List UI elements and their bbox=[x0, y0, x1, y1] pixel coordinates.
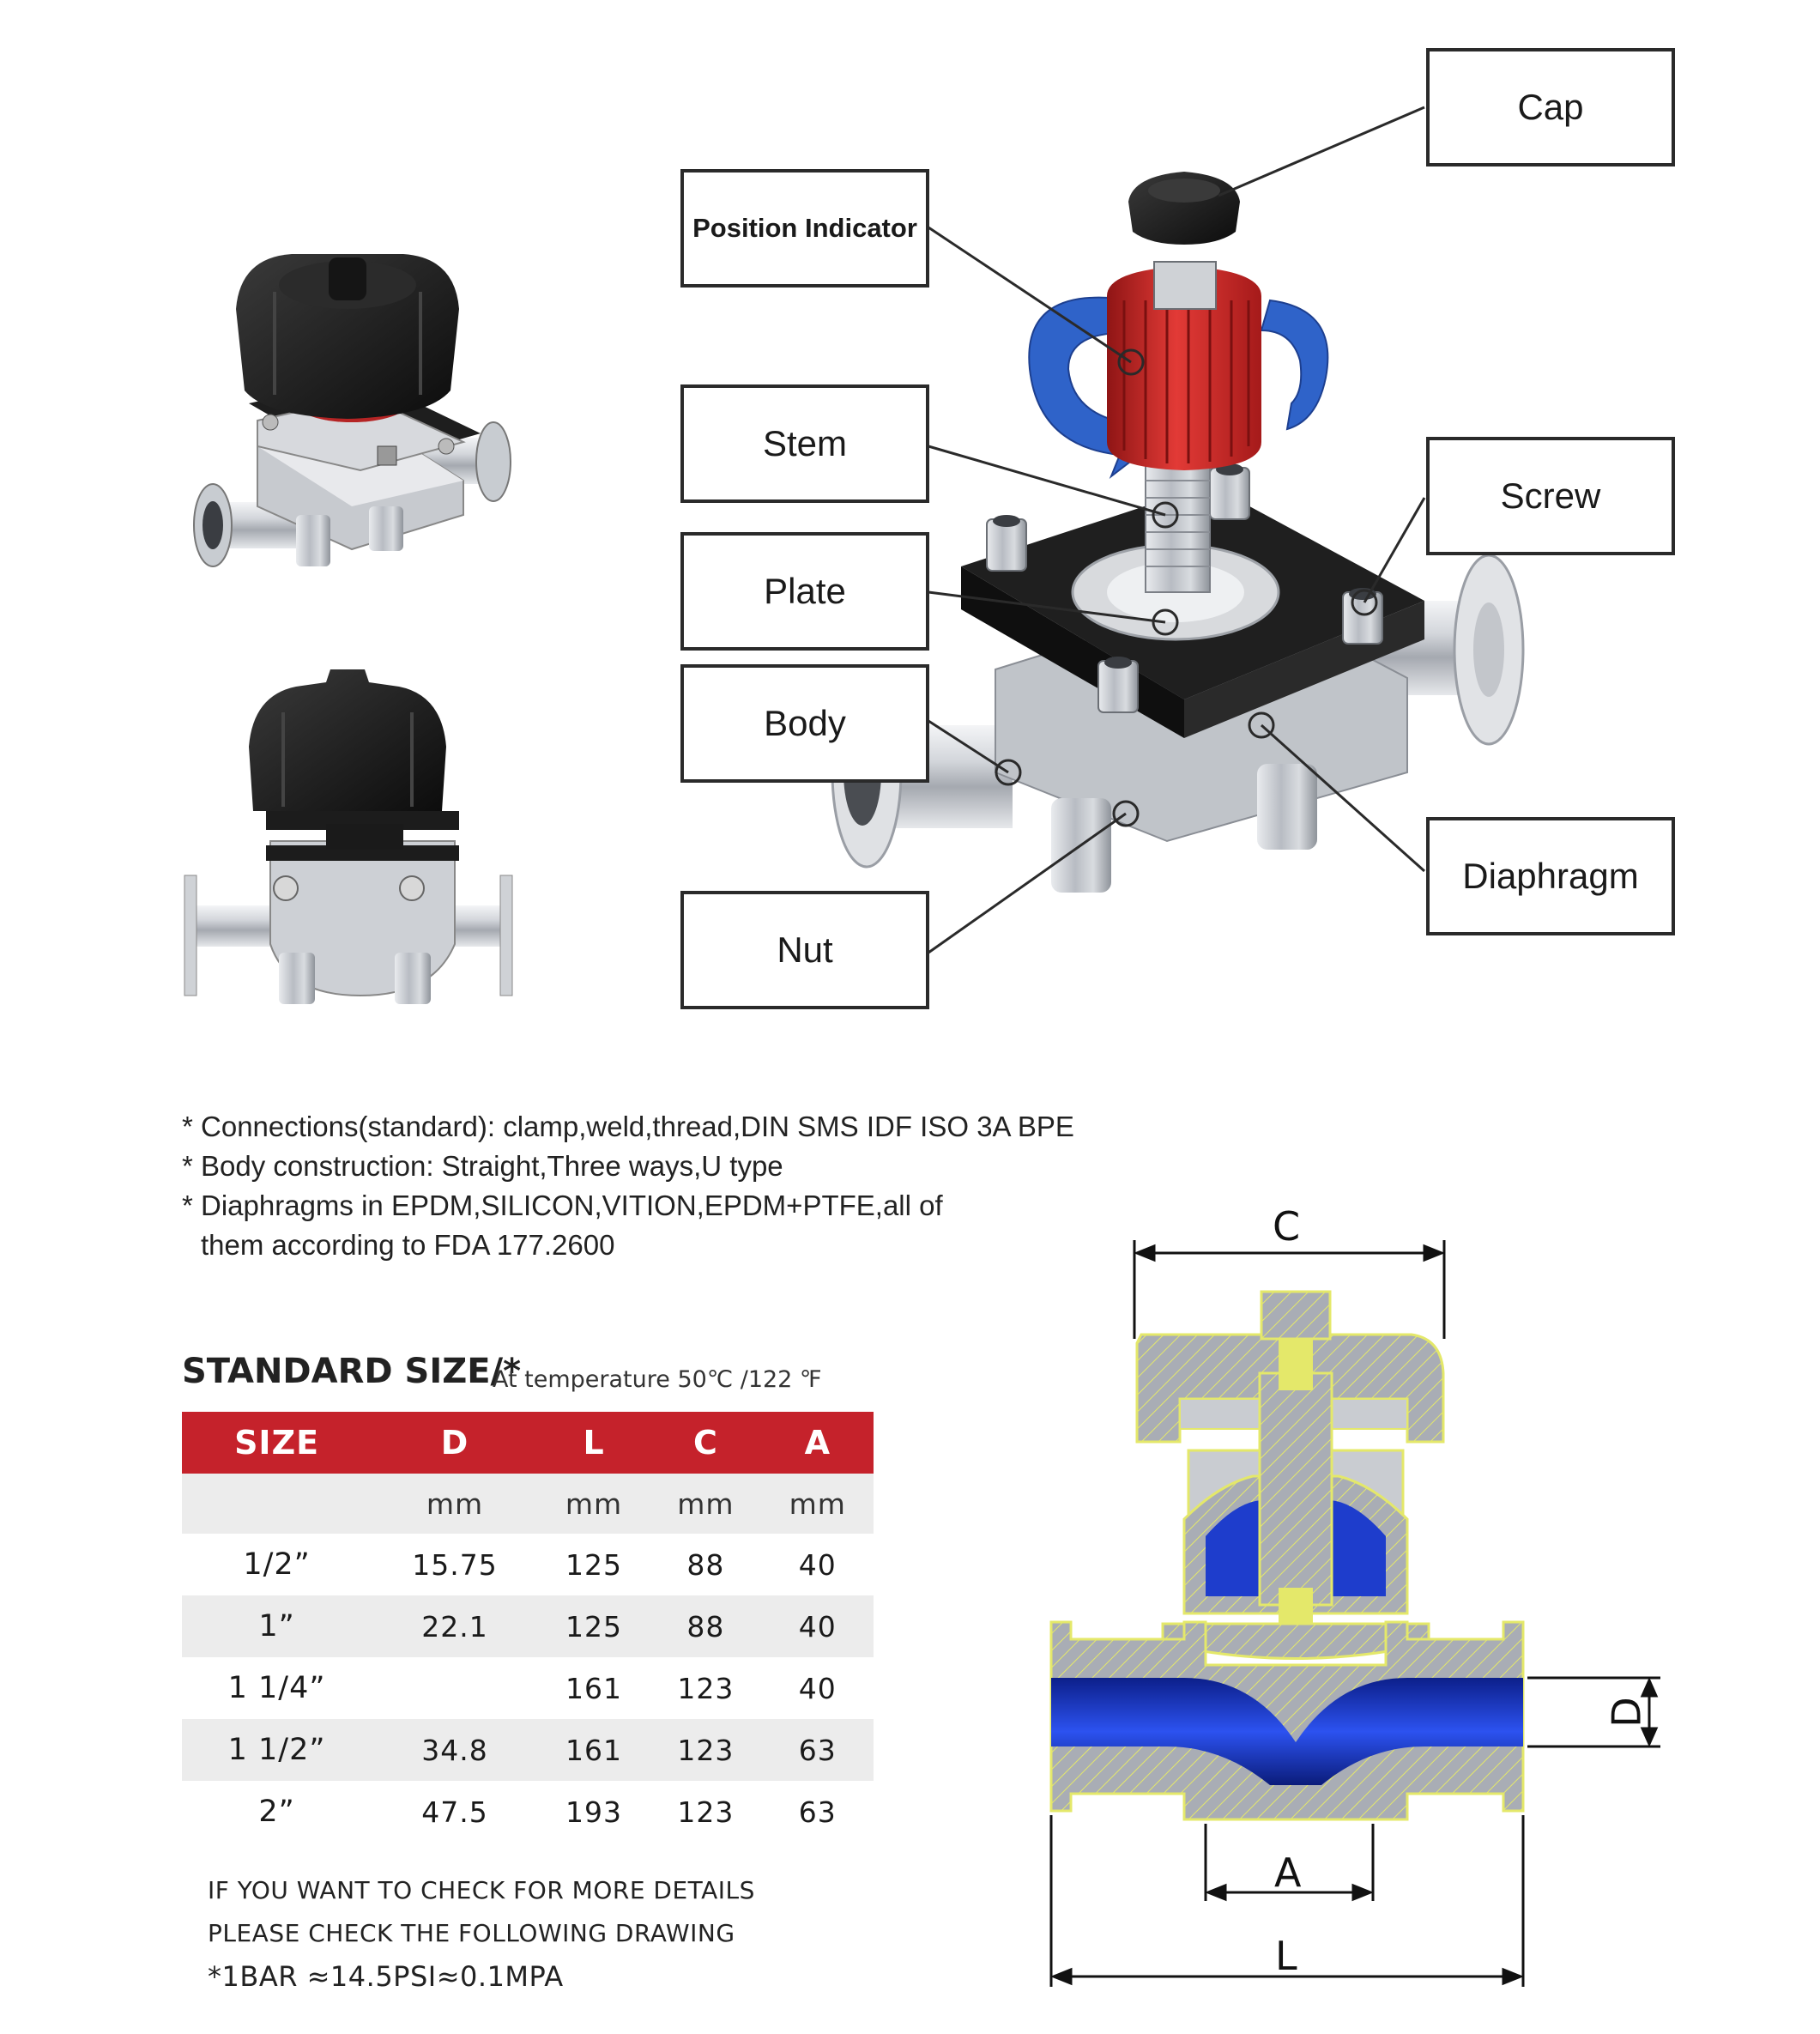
table-row bbox=[182, 1781, 874, 1843]
cell-c: 123 bbox=[677, 1795, 735, 1829]
cell-d: 47.5 bbox=[421, 1795, 488, 1829]
col-a: A bbox=[762, 1412, 874, 1474]
table-header-row bbox=[182, 1412, 874, 1474]
valve-photo-angled bbox=[194, 254, 511, 566]
callout-plate: Plate bbox=[680, 532, 929, 651]
cell-l: 161 bbox=[565, 1671, 623, 1705]
valve-photo-front bbox=[184, 669, 512, 1004]
note-pressure-conversion: *1BAR ≈14.5PSI≈0.1MPA bbox=[208, 1960, 564, 1993]
cell-a: 40 bbox=[762, 1595, 874, 1657]
col-c: C bbox=[650, 1412, 761, 1474]
dimension-l-label: L bbox=[1275, 1933, 1297, 1979]
exploded-valve-render bbox=[832, 172, 1523, 893]
dimension-a-label: A bbox=[1274, 1849, 1302, 1896]
callout-nut: Nut bbox=[680, 891, 929, 1009]
callout-stem: Stem bbox=[680, 384, 929, 503]
bottom-notes bbox=[208, 1869, 755, 1998]
feature-diaphragms: * Diaphragms in EPDM,SILICON,VITION,EPDM+PTFE,all of bbox=[182, 1190, 943, 1221]
feature-connections: * Connections(standard): clamp,weld,thread,DIN SMS IDF ISO 3A BPE bbox=[182, 1111, 1074, 1142]
table-row bbox=[182, 1657, 874, 1719]
unit-size bbox=[182, 1474, 372, 1534]
unit-c: mm bbox=[650, 1474, 761, 1534]
cell-size: 1 1/4” bbox=[227, 1671, 326, 1705]
cell-a: 63 bbox=[798, 1795, 837, 1829]
cross-section-drawing bbox=[1051, 1240, 1660, 1987]
cell-d bbox=[372, 1657, 538, 1719]
callout-body: Body bbox=[680, 664, 929, 783]
cell-d: 15.75 bbox=[412, 1547, 498, 1582]
table-units-row bbox=[182, 1474, 874, 1534]
col-size: SIZE bbox=[182, 1412, 372, 1474]
unit-l: mm bbox=[538, 1474, 650, 1534]
standard-size-title: STANDARD SIZE/* bbox=[182, 1352, 522, 1391]
dimension-c-label: C bbox=[1273, 1203, 1301, 1250]
callout-position-indicator: Position Indicator bbox=[680, 169, 929, 288]
col-l: L bbox=[538, 1412, 650, 1474]
cell-l: 125 bbox=[538, 1595, 650, 1657]
cell-size: 2” bbox=[258, 1795, 295, 1829]
cell-a: 40 bbox=[798, 1547, 837, 1582]
dimension-d-label: D bbox=[1603, 1697, 1650, 1728]
temperature-note: At temperature 50℃ /122 ℉ bbox=[493, 1366, 822, 1393]
note-more-details: IF YOU WANT TO CHECK FOR MORE DETAILS bbox=[208, 1876, 755, 1904]
callout-cap: Cap bbox=[1426, 48, 1675, 166]
cell-l: 125 bbox=[565, 1547, 623, 1582]
cell-size: 1/2” bbox=[243, 1547, 311, 1582]
table-row bbox=[182, 1595, 874, 1657]
cell-a: 63 bbox=[762, 1719, 874, 1781]
feature-diaphragms-cont: them according to FDA 177.2600 bbox=[201, 1229, 615, 1261]
callout-diaphragm: Diaphragm bbox=[1426, 817, 1675, 935]
cell-l: 193 bbox=[565, 1795, 623, 1829]
callout-screw: Screw bbox=[1426, 437, 1675, 555]
note-check-drawing: PLEASE CHECK THE FOLLOWING DRAWING bbox=[208, 1919, 735, 1947]
cell-a: 40 bbox=[798, 1671, 837, 1705]
cell-l: 161 bbox=[538, 1719, 650, 1781]
unit-a: mm bbox=[762, 1474, 874, 1534]
table-row bbox=[182, 1534, 874, 1595]
feature-body-construction: * Body construction: Straight,Three ways,U type bbox=[182, 1150, 783, 1182]
cell-c: 88 bbox=[686, 1547, 725, 1582]
col-d: D bbox=[372, 1412, 538, 1474]
features-list bbox=[182, 1107, 1212, 1265]
cell-d: 22.1 bbox=[372, 1595, 538, 1657]
cell-c: 88 bbox=[650, 1595, 761, 1657]
cell-c: 123 bbox=[677, 1671, 735, 1705]
table-row bbox=[182, 1719, 874, 1781]
standard-size-table bbox=[182, 1412, 874, 1843]
cell-c: 123 bbox=[650, 1719, 761, 1781]
cell-size: 1” bbox=[182, 1595, 372, 1657]
cell-d: 34.8 bbox=[372, 1719, 538, 1781]
unit-d: mm bbox=[372, 1474, 538, 1534]
cell-size: 1 1/2” bbox=[182, 1719, 372, 1781]
